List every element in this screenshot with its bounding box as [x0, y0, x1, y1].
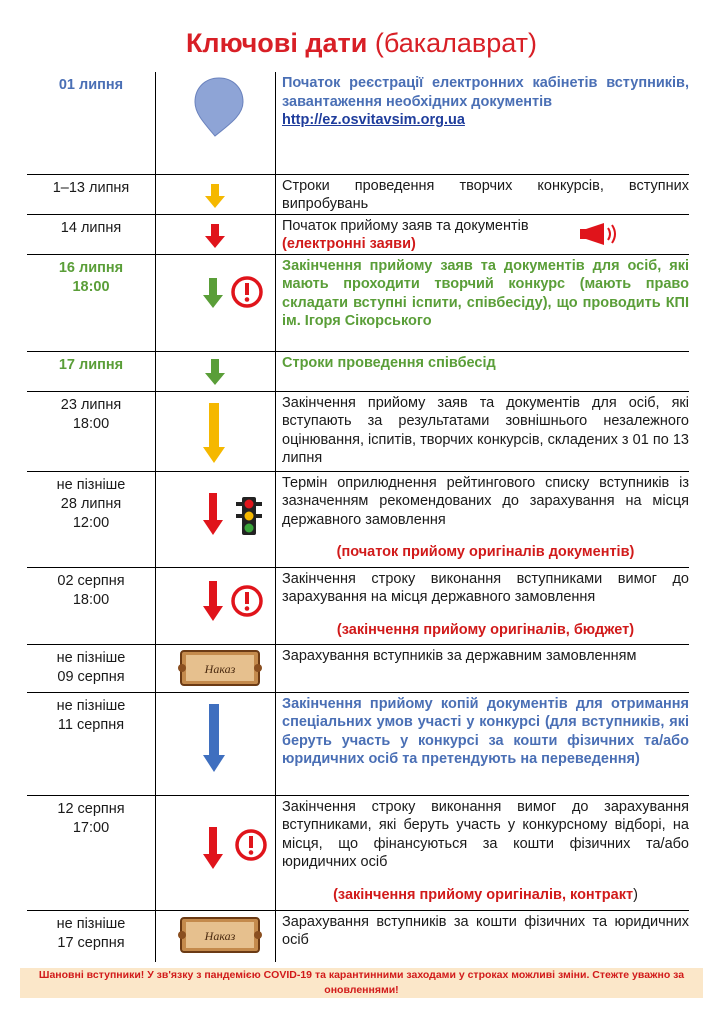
description-cell: Закінчення строку виконання вимог до зарахування вступниками, які беруть участь у конкурсному відборі, на місця, що фінансуються за кошти фізичних та/або юридичних осіб (закінчення прийому оригіналів, контракт) [276, 795, 690, 910]
warning-icon [234, 828, 268, 862]
date-cell: 1–13 липня [27, 174, 156, 214]
date-cell: не пізніше 11 серпня [27, 692, 156, 795]
arrow-down-blue-icon [202, 703, 226, 773]
arrow-down-long-yellow-icon [202, 402, 226, 464]
date-cell: 23 липня 18:00 [27, 391, 156, 471]
icon-cell [156, 910, 276, 962]
description-cell: Термін оприлюднення рейтингового списку вступників із зазначенням рекомендованих до зарахування на місця державного замовлення (початок прийому оригіналів документів) [276, 471, 690, 567]
table-row [27, 72, 689, 174]
icon-cell [156, 567, 276, 644]
date-cell: 17 липня [27, 351, 156, 391]
description-cell: Зарахування вступників за кошти фізичних та юридичних осіб [276, 910, 690, 962]
arrow-down-green-icon [202, 277, 224, 309]
table-row [27, 567, 689, 644]
description-cell: Строки проведення співбесід [276, 351, 690, 391]
date-cell: не пізніше 28 липня 12:00 [27, 471, 156, 567]
arrow-down-red-icon [202, 492, 224, 536]
table-row [27, 692, 689, 795]
date-cell: 14 липня [27, 214, 156, 254]
arrow-down-red-icon [202, 580, 224, 622]
date-cell: 01 липня [58, 77, 124, 93]
title-main: Ключові дати [185, 28, 368, 58]
svg-text:Наказ: Наказ [204, 928, 236, 943]
map-pin-icon [193, 76, 245, 138]
icon-cell [156, 254, 276, 351]
title-sub: (бакалаврат) [374, 28, 538, 58]
description-cell: Закінчення прийому заяв та документів для осіб, які мають проходити творчий конкурс (мають право складати вступні іспити, співбесіду), що проводить КПІ ім. Ігоря Сікорського [276, 254, 690, 351]
table-row [27, 391, 689, 471]
table-row [27, 471, 689, 567]
table-row [27, 174, 689, 214]
icon-cell [156, 391, 276, 471]
icon-cell [156, 795, 276, 910]
icon-cell [156, 72, 276, 174]
table-row [27, 351, 689, 391]
date-cell: 12 серпня 17:00 [27, 795, 156, 910]
arrow-down-small-yellow-icon [204, 183, 226, 209]
icon-cell [156, 692, 276, 795]
key-dates-table [27, 72, 689, 962]
page-title [0, 28, 723, 59]
table-row [27, 795, 689, 910]
scroll-icon [177, 648, 263, 688]
warning-icon [230, 275, 264, 309]
table-row [27, 910, 689, 962]
description-cell: Закінчення строку виконання вступниками вимог до зарахування на місця державного замовлення (закінчення прийому оригіналів, бюджет) [276, 567, 690, 644]
traffic-light-icon [234, 496, 264, 536]
icon-cell [156, 351, 276, 391]
table-row [27, 214, 689, 254]
description-cell: Початок реєстрації електронних кабінетів вступників, завантаження необхідних документів http://ez.osvitavsim.org.ua [282, 75, 689, 128]
date-cell: 02 серпня 18:00 [27, 567, 156, 644]
icon-cell [156, 471, 276, 567]
footer-notice: Шановні вступники! У зв'язку з пандемією COVID-19 та карантинними заходами у строках можливі зміни. Стежте уважно за оновленнями! [20, 968, 703, 998]
megaphone-icon [578, 221, 622, 247]
icon-cell [156, 174, 276, 214]
icon-cell [156, 644, 276, 692]
date-cell: не пізніше 17 серпня [27, 910, 156, 962]
registration-link[interactable]: http://ez.osvitavsim.org.ua [282, 112, 465, 128]
description-cell: Зарахування вступників за державним замовленням [276, 644, 690, 692]
date-cell: не пізніше 09 серпня [27, 644, 156, 692]
date-cell: 16 липня 18:00 [27, 254, 156, 351]
icon-cell [156, 214, 276, 254]
table-row [27, 644, 689, 692]
description-cell: Закінчення прийому копій документів для отримання спеціальних умов участі у конкурсі (для вступників, які беруть участь у конкурсі за кошти фізичних та/або юридичних осіб та претендують на переведення) [276, 692, 690, 795]
warning-icon [230, 584, 264, 618]
arrow-down-red-icon [204, 223, 226, 249]
description-cell: Початок прийому заяв та документів (електронні заяви) [276, 214, 690, 254]
svg-text:Наказ: Наказ [204, 661, 236, 676]
description-cell: Строки проведення творчих конкурсів, вступних випробувань [276, 174, 690, 214]
scroll-icon [177, 915, 263, 955]
description-cell: Закінчення прийому заяв та документів для осіб, які вступають за результатами зовнішнього незалежного оцінювання, іспитів, творчих конкурсів, складених з 01 по 13 липня [276, 391, 690, 471]
table-row [27, 254, 689, 351]
arrow-down-green-icon [204, 358, 226, 386]
arrow-down-red-icon [202, 826, 224, 870]
